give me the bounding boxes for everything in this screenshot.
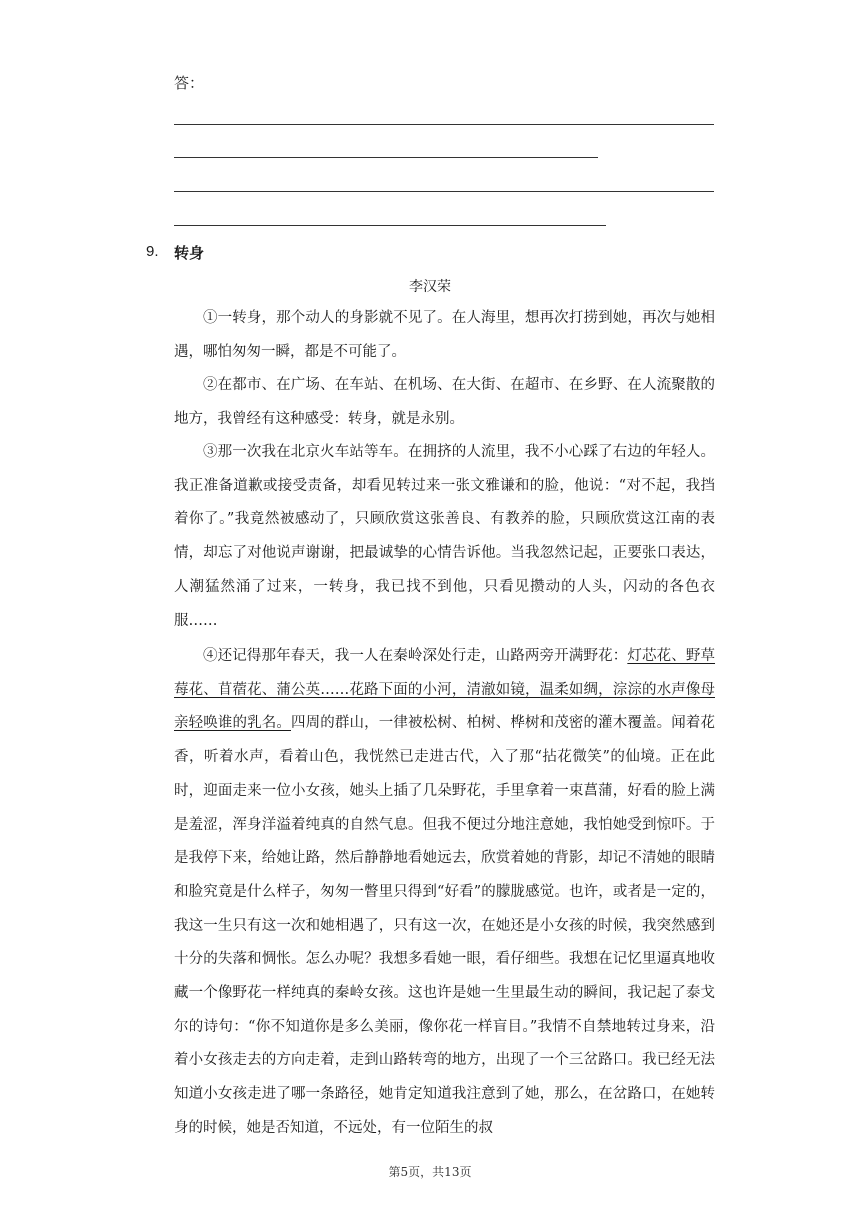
paragraph-4	[174, 640, 715, 1146]
paragraph-2: ②在都市、在广场、在车站、在机场、在大街、在超市、在乡野、在人流聚散的地方，我曾经有这种感受：转身，就是永别。	[174, 377, 715, 427]
answer-line-4	[174, 225, 606, 226]
answer-line-2	[174, 157, 598, 158]
article-title: 转身	[174, 244, 205, 262]
page-footer: 第5页，共13页	[388, 1165, 472, 1179]
answer-line-1	[174, 124, 714, 125]
paragraph-1: ①一转身，那个动人的身影就不见了。在人海里，想再次打捞到她，再次与她相遇，哪怕匆匆一瞬，都是不可能了。	[174, 310, 715, 360]
paragraph-4-rest: 四周的群山，一律被松树、柏树、桦树和茂密的灌木覆盖。闻着花香，听着水声，看着山色，我恍然已走进古代，入了那“拈花微笑”的仙境。正在此时，迎面走来一位小女孩，她头上插了几朵野花，手里拿着一束菖蒲，好看的脸上满是羞涩，浑身洋溢着纯真的自然气息。但我不便过分地注意她，我怕她受到惊吓。于是我停下来，给她让路，然后静静地看她远去，欣赏着她的背影，却记不清她的眼睛和脸究竟是什么样子，匆匆一瞥里只得到“好看”的朦胧感觉。也许，或者是一定的，我这一生只有这一次和她相遇了，只有这一次，在她还是小女孩的时候，我突然感到十分的失落和惆怅。怎么办呢？我想多看她一眼，看仔细些。我想在记忆里逼真地收藏一个像野花一样纯真的秦岭女孩。这也许是她一生里最生动的瞬间，我记起了泰戈尔的诗句：“你不知道你是多么美丽，像你花一样盲目。”我情不自禁地转过身来，沿着小女孩走去的方向走着，走到山路转弯的地方，出现了一个三岔路口。我已经无法知道小女孩走进了哪一条路径，她肯定知道我注意到了她，那么，在岔路口，在她转身的时候，她是否知道，不远处，有一位陌生的叔	[174, 715, 715, 1136]
article-author: 李汉荣	[409, 279, 451, 295]
answer-label: 答：	[174, 74, 205, 92]
paragraph-4-start: ④还记得那年春天，我一人在秦岭深处行走，山路两旁开满野花：	[203, 648, 628, 664]
paragraph-3: ③那一次我在北京火车站等车。在拥挤的人流里，我不小心踩了右边的年轻人。我正准备道歉或接受责备，却看见转过来一张文雅谦和的脸，他说：“对不起，我挡着你了。”我竟然被感动了，只顾欣赏这张善良、有教养的脸，只顾欣赏这江南的表情，却忘了对他说声谢谢，把最诚挚的心情告诉他。当我忽然记起，正要张口表达，人潮猛然涌了过来，一转身，我已找不到他，只看见攒动的人头，闪动的各色衣服……	[174, 444, 715, 629]
question-number: 9.	[146, 243, 159, 260]
underlined-passage: 灯芯花、野草莓花、苜蓿花、蒲公英……花路下面的小河，清澈如镜，温柔如绸，淙淙的水声像母亲轻唤谁的乳名。	[174, 648, 716, 732]
answer-line-3	[174, 191, 714, 192]
